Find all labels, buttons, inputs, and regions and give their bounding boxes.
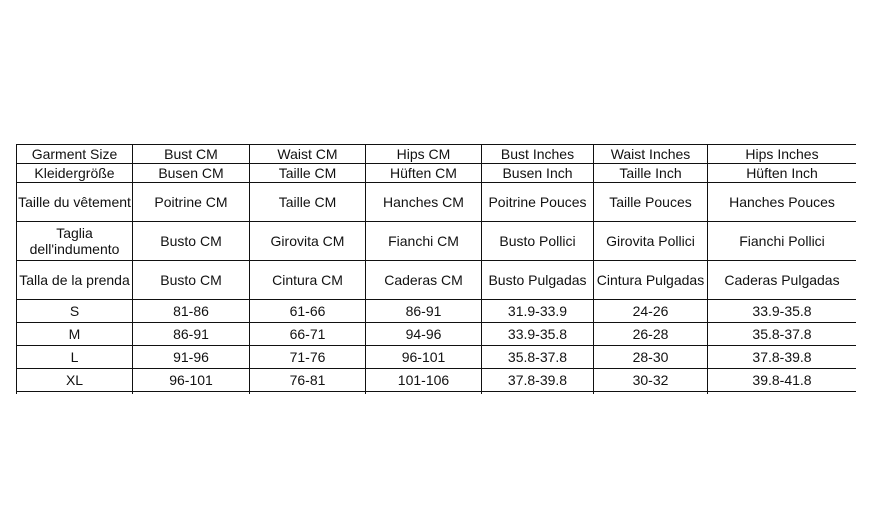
table-cell: 86-91 bbox=[366, 300, 482, 323]
empty-cell bbox=[708, 392, 857, 395]
header-row-english bbox=[17, 145, 857, 164]
header-cell: Poitrine CM bbox=[133, 183, 250, 222]
header-cell: Poitrine Pouces bbox=[482, 183, 594, 222]
header-cell: Fianchi CM bbox=[366, 222, 482, 261]
table-cell: 94-96 bbox=[366, 323, 482, 346]
table-cell: 30-32 bbox=[594, 369, 708, 392]
header-cell: Busto CM bbox=[133, 261, 250, 300]
header-cell: Taille du vêtement bbox=[17, 183, 133, 222]
header-cell: Hips Inches bbox=[708, 145, 857, 164]
header-row-italian bbox=[17, 222, 857, 261]
header-cell: Taille CM bbox=[250, 183, 366, 222]
empty-cell bbox=[17, 392, 133, 395]
table-cell: 61-66 bbox=[250, 300, 366, 323]
table-cell: 81-86 bbox=[133, 300, 250, 323]
table-cell: 39.8-41.8 bbox=[708, 369, 857, 392]
header-cell: Cintura Pulgadas bbox=[594, 261, 708, 300]
header-cell: Garment Size bbox=[17, 145, 133, 164]
header-cell: Girovita CM bbox=[250, 222, 366, 261]
table-tail-row bbox=[17, 392, 857, 395]
size-label-cell: L bbox=[17, 346, 133, 369]
empty-cell bbox=[482, 392, 594, 395]
header-cell: Bust Inches bbox=[482, 145, 594, 164]
table-cell: 86-91 bbox=[133, 323, 250, 346]
empty-cell bbox=[250, 392, 366, 395]
table-cell: 96-101 bbox=[133, 369, 250, 392]
header-cell: Waist Inches bbox=[594, 145, 708, 164]
header-cell: Fianchi Pollici bbox=[708, 222, 857, 261]
table-cell: 35.8-37.8 bbox=[708, 323, 857, 346]
header-cell: Bust CM bbox=[133, 145, 250, 164]
header-cell: Caderas Pulgadas bbox=[708, 261, 857, 300]
header-cell: Hüften CM bbox=[366, 164, 482, 183]
header-cell: Busto Pollici bbox=[482, 222, 594, 261]
table-row-size-m bbox=[17, 323, 857, 346]
header-cell: Hanches CM bbox=[366, 183, 482, 222]
header-cell: Busen CM bbox=[133, 164, 250, 183]
header-cell: Taille CM bbox=[250, 164, 366, 183]
table-cell: 71-76 bbox=[250, 346, 366, 369]
header-cell: Hanches Pouces bbox=[708, 183, 857, 222]
table-cell: 37.8-39.8 bbox=[482, 369, 594, 392]
empty-cell bbox=[594, 392, 708, 395]
header-cell: Taille Pouces bbox=[594, 183, 708, 222]
header-cell: Waist CM bbox=[250, 145, 366, 164]
table-cell: 26-28 bbox=[594, 323, 708, 346]
header-cell: Hips CM bbox=[366, 145, 482, 164]
table-cell: 66-71 bbox=[250, 323, 366, 346]
header-row-french bbox=[17, 183, 857, 222]
header-cell: Talla de la prenda bbox=[17, 261, 133, 300]
table-cell: 37.8-39.8 bbox=[708, 346, 857, 369]
table-row-size-l bbox=[17, 346, 857, 369]
header-row-spanish bbox=[17, 261, 857, 300]
table-cell: 31.9-33.9 bbox=[482, 300, 594, 323]
header-cell: Busto CM bbox=[133, 222, 250, 261]
header-cell: Girovita Pollici bbox=[594, 222, 708, 261]
table-cell: 28-30 bbox=[594, 346, 708, 369]
header-cell: Taille Inch bbox=[594, 164, 708, 183]
header-cell: Caderas CM bbox=[366, 261, 482, 300]
size-label-cell: XL bbox=[17, 369, 133, 392]
header-cell: Busto Pulgadas bbox=[482, 261, 594, 300]
header-cell: Busen Inch bbox=[482, 164, 594, 183]
size-label-cell: M bbox=[17, 323, 133, 346]
size-chart-table bbox=[16, 144, 856, 394]
size-label-cell: S bbox=[17, 300, 133, 323]
table-cell: 24-26 bbox=[594, 300, 708, 323]
empty-cell bbox=[366, 392, 482, 395]
empty-cell bbox=[133, 392, 250, 395]
table-cell: 33.9-35.8 bbox=[708, 300, 857, 323]
table-row-size-xl bbox=[17, 369, 857, 392]
table-cell: 76-81 bbox=[250, 369, 366, 392]
table-cell: 91-96 bbox=[133, 346, 250, 369]
table-cell: 35.8-37.8 bbox=[482, 346, 594, 369]
size-chart-frame bbox=[16, 144, 856, 394]
table-cell: 101-106 bbox=[366, 369, 482, 392]
header-cell: Hüften Inch bbox=[708, 164, 857, 183]
table-row-size-s bbox=[17, 300, 857, 323]
header-cell: Taglia dell'indumento bbox=[17, 222, 133, 261]
table-cell: 33.9-35.8 bbox=[482, 323, 594, 346]
header-row-german bbox=[17, 164, 857, 183]
header-cell: Cintura CM bbox=[250, 261, 366, 300]
table-cell: 96-101 bbox=[366, 346, 482, 369]
header-cell: Kleidergröße bbox=[17, 164, 133, 183]
